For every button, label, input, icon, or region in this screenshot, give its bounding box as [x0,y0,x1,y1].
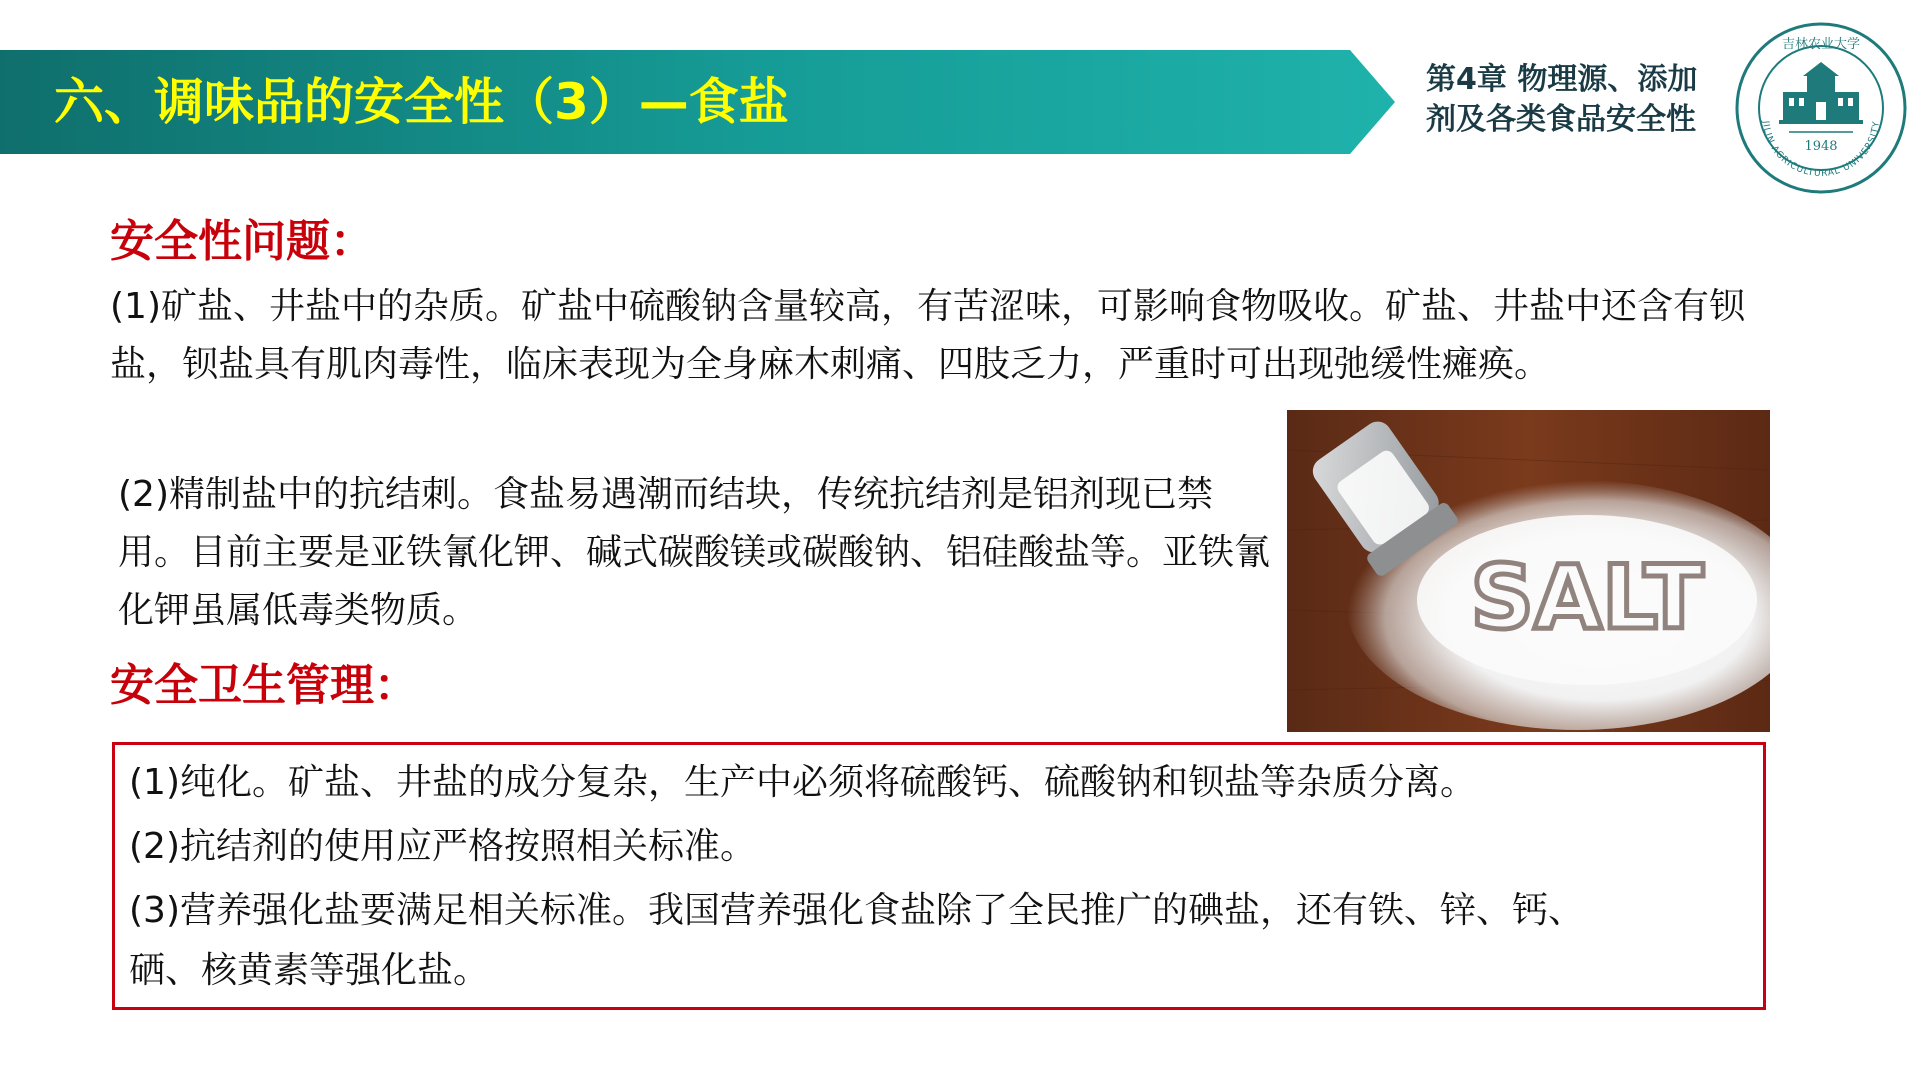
safety-issues-heading: 安全性问题： [110,216,374,267]
chapter-line-2: 剂及各类食品安全性 [1426,102,1696,137]
management-box [112,742,1766,1010]
chapter-line-1: 第4章 物理源、添加 [1426,62,1698,97]
management-item-3: (3)营养强化盐要满足相关标准。我国营养强化食盐除了全民推广的碘盐，还有铁、锌、钙、 [129,890,1584,931]
management-item-2: (2)抗结剂的使用应严格按照相关标准。 [129,826,756,867]
logo-script: 吉林农业大学 [1781,37,1861,52]
paragraph-impurities: (1)矿盐、井盐中的杂质。矿盐中硫酸钠含量较高，有苦涩味，可影响食物吸收。矿盐、井盐中还含有钡盐，钡盐具有肌肉毒性，临床表现为全身麻木刺痛、四肢乏力，严重时可出现弛缓性瘫痪。 [110,286,1745,385]
management-item-3-cont: 硒、核黄素等强化盐。 [129,950,490,991]
management-item-1: (1)纯化。矿盐、井盐的成分复杂，生产中必须将硫酸钙、硫酸钠和钡盐等杂质分离。 [129,762,1476,803]
management-heading: 安全卫生管理： [110,660,418,711]
logo-ring-text: JILIN AGRICULTURAL UNIVERSITY [1760,120,1882,180]
salt-written-word: SALT [1470,546,1704,649]
logo-year: 1948 [1804,139,1838,154]
university-logo [1735,22,1907,194]
paragraph-anticaking: (2)精制盐中的抗结刺。食盐易遇潮而结块，传统抗结剂是铝剂现已禁用。目前主要是亚铁氰化钾、碱式碳酸镁或碳酸钠、铝硅酸盐等。亚铁氰化钾虽属低毒类物质。 [118,474,1271,631]
slide-title: 六、调味品的安全性（3）—食盐 [54,73,789,131]
salt-photo [1287,410,1770,732]
chapter-label [1426,60,1726,140]
